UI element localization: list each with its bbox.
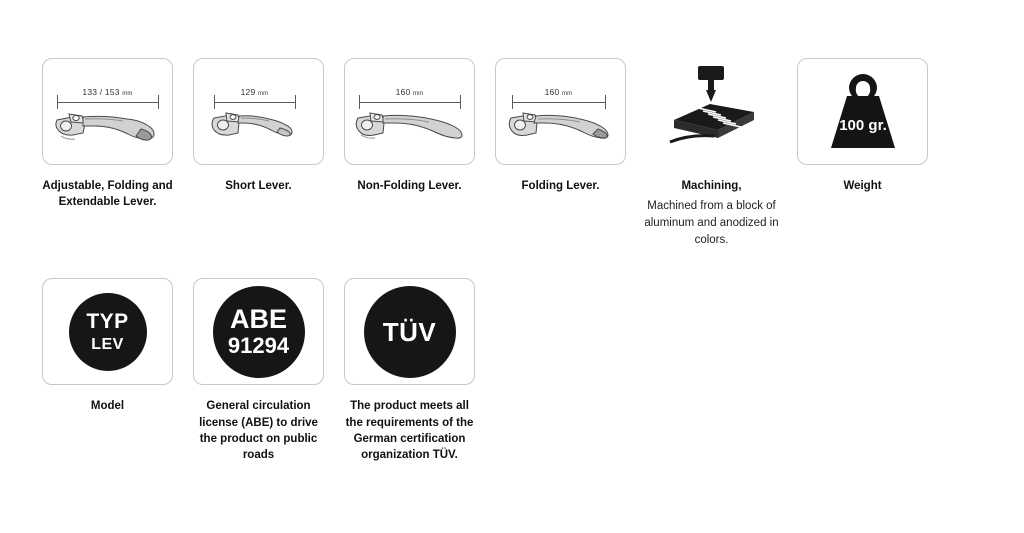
feature-card <box>797 58 928 165</box>
dimension-label: 133 / 153 mm <box>82 86 133 97</box>
lever-non-folding-icon <box>351 66 469 158</box>
feature-caption: The product meets all the requirements of the German certification organization TÜV. <box>345 400 474 462</box>
feature-card <box>193 58 324 165</box>
feature-item-weight <box>797 58 928 194</box>
dimension-label: 160 mm <box>544 86 573 97</box>
feature-card <box>344 58 475 165</box>
lever-drawing <box>200 102 318 152</box>
feature-caption: Short Lever. <box>225 180 292 192</box>
lever-adjustable-folding-icon <box>49 66 167 158</box>
weight-icon <box>811 66 915 158</box>
feature-caption: Folding Lever. <box>521 180 600 192</box>
abe-badge-icon <box>213 286 305 378</box>
feature-row-2 <box>42 278 1024 463</box>
badge-line-2: LEV <box>91 335 124 353</box>
feature-item-non-folding-lever <box>344 58 475 194</box>
feature-card <box>344 278 475 385</box>
feature-card <box>646 58 777 165</box>
feature-item-short-lever <box>193 58 324 194</box>
lever-drawing <box>49 102 167 152</box>
dimension-label: 160 mm <box>395 86 424 97</box>
feature-caption: Model <box>90 400 125 413</box>
badge-line-1: ABE <box>229 304 287 335</box>
feature-card <box>42 278 173 385</box>
feature-card <box>495 58 626 165</box>
feature-caption: Adjustable, Folding and Extendable Lever. <box>42 180 173 209</box>
lever-short-icon <box>200 66 318 158</box>
feature-card <box>42 58 173 165</box>
feature-item-machining <box>646 58 777 248</box>
badge-line-1: TYP <box>86 309 129 333</box>
lever-drawing <box>351 102 469 152</box>
tuv-badge-icon <box>364 286 456 378</box>
feature-item-model <box>42 278 173 414</box>
model-badge-icon <box>69 293 147 371</box>
lever-drawing <box>502 102 620 152</box>
feature-item-folding-lever <box>495 58 626 194</box>
weight-badge-text: 100 gr. <box>838 116 887 134</box>
feature-caption: Non-Folding Lever. <box>357 180 462 192</box>
badge-line-2: 91294 <box>227 333 290 359</box>
feature-item-abe <box>193 278 324 463</box>
cnc-machining-icon <box>660 64 764 160</box>
dimension-label: 129 mm <box>240 86 269 97</box>
feature-row-1 <box>42 58 1024 248</box>
feature-subcaption: Machined from a block of aluminum and anodized in colors. <box>644 200 779 246</box>
lever-folding-icon <box>502 66 620 158</box>
feature-item-adjustable-lever <box>42 58 173 211</box>
feature-caption: Weight <box>843 180 882 192</box>
feature-caption: General circulation license (ABE) to drive the product on public roads <box>199 400 318 462</box>
feature-caption: Machining, <box>681 180 742 192</box>
feature-item-tuv <box>344 278 475 463</box>
badge-line-1: TÜV <box>382 316 437 347</box>
feature-card <box>193 278 324 385</box>
